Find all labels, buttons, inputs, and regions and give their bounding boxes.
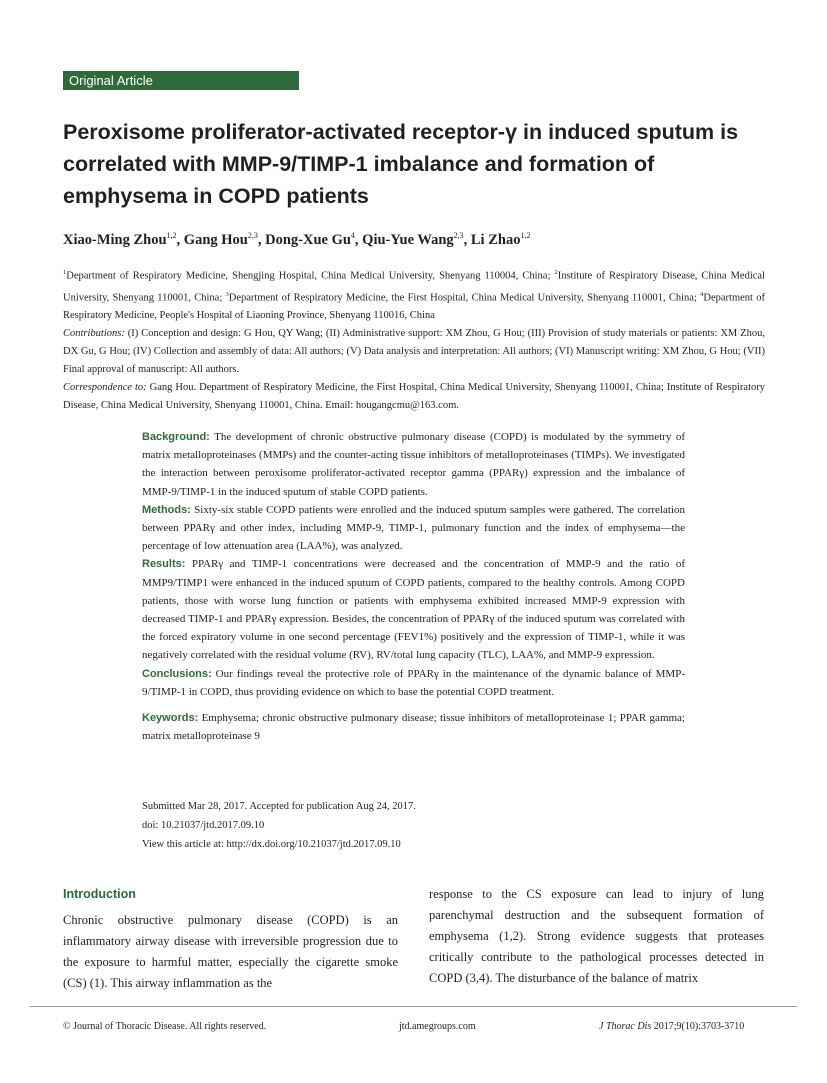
author-affil-sup: 4 [350, 231, 355, 240]
footer-divider [30, 1006, 797, 1007]
author-name: Li Zhao [470, 231, 521, 248]
correspondence: Correspondence to: Gang Hou. Department of Respiratory Medicine, the First Hospital, China Medical University, Shenyang 110001, China; Institute of Respiratory Disease, China Medical University, Shenyang 110001, China. Email: hougangcmu@163.com. [63, 382, 765, 411]
intro-right-column [429, 884, 764, 989]
abstract [142, 428, 685, 745]
author-name: Gang Hou [183, 231, 248, 248]
submission-info [142, 797, 685, 854]
intro-paragraph-continued: response to the CS exposure can lead to injury of lung parenchymal destruction and the subsequent formation of emphysema (1,2). Strong evidence suggests that proteases critically contribute to the pathological processes detected in COPD (3,4). The disturbance of the balance of matrix [429, 887, 764, 985]
introduction-heading: Introduction [63, 887, 136, 901]
intro-left-column [63, 884, 398, 994]
author-name: Qiu-Yue Wang [362, 231, 454, 248]
author-name: Dong-Xue Gu [265, 231, 351, 248]
abstract-background: Background: The development of chronic obstructive pulmonary disease (COPD) is modulated by the symmetry of matrix metalloproteinases (MMPs) and the counter-acting tissue inhibitors of metalloproteinases (TIMPs). We investigated the interaction between peroxisome proliferator-activated receptor gamma (PPARγ) expression and the imbalance of MMP-9/TIMP-1 in the induced sputum of stable COPD patients. [142, 431, 685, 498]
doi-text[interactable]: doi: 10.21037/jtd.2017.09.10 [142, 820, 265, 831]
footer-copyright: © Journal of Thoracic Disease. All rights reserved. [63, 1021, 267, 1032]
author-affil-sup: 1,2 [166, 231, 177, 240]
affiliations-block [63, 264, 765, 415]
abstract-methods: Methods: Sixty-six stable COPD patients were enrolled and the induced sputum samples were gathered. The correlation between PPARγ and other index, including MMP-9, TIMP-1, pulmonary function and the index of emphysema—the percentage of low attenuation area (LAA%), was analyzed. [142, 503, 685, 553]
author-affil-sup: 2,3 [453, 231, 464, 240]
article-title: Peroxisome proliferator-activated receptor-γ in induced sputum is correlated with MMP-9/TIMP-1 imbalance and formation of emphysema in COPD patients [63, 120, 739, 208]
submission-dates: Submitted Mar 28, 2017. Accepted for publication Aug 24, 2017. [142, 801, 416, 812]
abstract-keywords: Keywords: Emphysema; chronic obstructive pulmonary disease; tissue inhibitors of metalloproteinase 1; PPAR gamma; matrix metalloproteinase 9 [142, 712, 685, 743]
author-affil-sup: 2,3 [247, 231, 258, 240]
footer-citation: J Thorac Dis 2017;9(10):3703-3710 [599, 1021, 745, 1032]
author-list: Xiao-Ming Zhou$^{1,2}$, Gang Hou$^{2,3}$, Dong-Xue Gu$^4$, Qiu-Yue Wang$^{2,3}$, Li Zhao$^{1,2}$ [63, 231, 531, 248]
contributions: Contributions: (I) Conception and design: G Hou, QY Wang; (II) Administrative support: XM Zhou, G Hou; (III) Provision of study materials or patients: XM Zhou, DX Gu, G Hou; (IV) Collection and assembly of data: All authors; (V) Data analysis and interpretation: All authors; (VI) Manuscript writing: XM Zhou, G Hou; (VII) Final approval of manuscript: All authors. [63, 328, 765, 375]
footer-site[interactable]: jtd.amegroups.com [399, 1021, 476, 1032]
author-name: Xiao-Ming Zhou [63, 231, 167, 248]
abstract-conclusions: Conclusions: Our findings reveal the protective role of PPARγ in the maintenance of the dynamic balance of MMP-9/TIMP-1 in COPD, thus providing evidence on which to base the potential COPD treatment. [142, 667, 685, 698]
article-type-label: Original Article [63, 71, 299, 90]
affiliations: $^1$Department of Respiratory Medicine, Shengjing Hospital, China Medical University, Shenyang 110004, China; $^2$Institute of Respiratory Disease, China Medical University, Shenyang 110001, China; $^3$Department of Respiratory Medicine, the First Hospital, China Medical University, Shenyang 110001, China; $^4$Department of Respiratory Medicine, People's Hospital of Liaoning Province, Shenyang 110016, China [63, 269, 765, 321]
intro-paragraph: Chronic obstructive pulmonary disease (COPD) is an inflammatory airway disease with irreversible progression due to the exposure to harmful matter, especially the cigarette smoke (CS) (1). This airway inflammation as the [63, 913, 398, 990]
abstract-results: Results: PPARγ and TIMP-1 concentrations were decreased and the concentration of MMP-9 and the ratio of MMP9/TIMP1 were enhanced in the induced sputum of COPD patients, compared to the healthy controls. Among COPD patients, those with worse lung function or patients with emphysema exhibited increased MMP-9 expression with decreased TIMP-1 and PPARγ expression. Besides, the concentration of PPARγ of the induced sputum was correlated with the forced expiratory volume in one second percentage (FEV1%) positively and the expression of TIMP-1, while it was negatively correlated with the residual volume (RV), RV/total lung capacity (TLC), LAA%, and MMP-9 expression. [142, 558, 685, 662]
author-affil-sup: 1,2 [520, 231, 531, 240]
article-link[interactable]: View this article at: http://dx.doi.org/10.21037/jtd.2017.09.10 [142, 839, 401, 850]
